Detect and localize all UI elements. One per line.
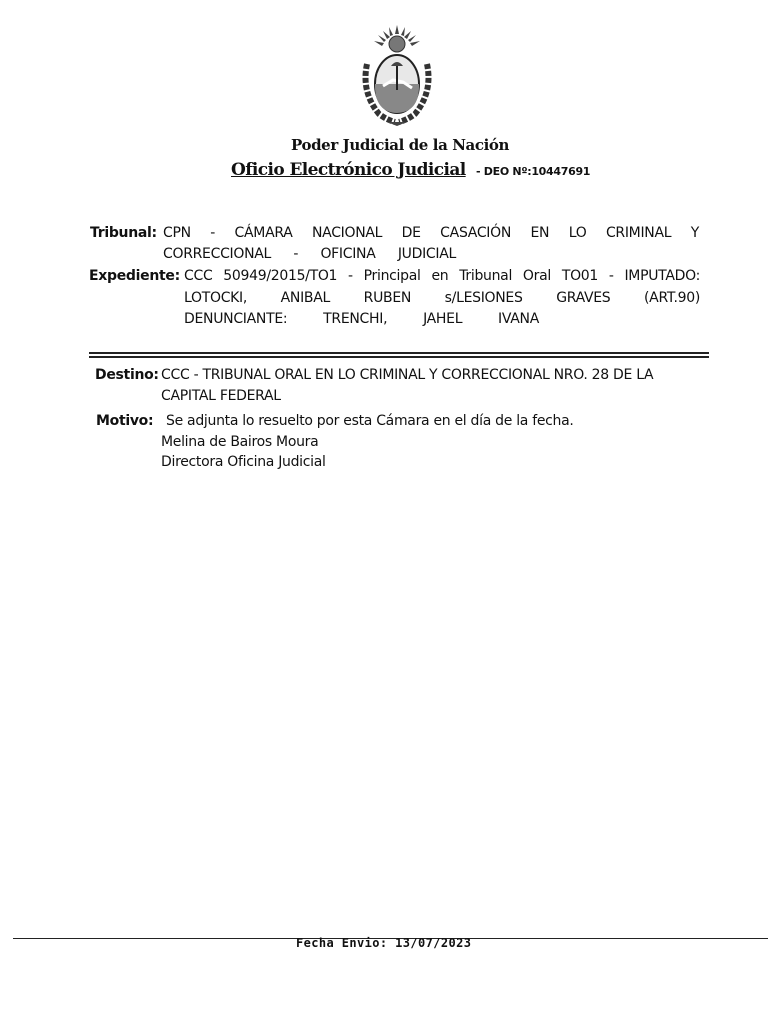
destino-line-1: CCC - TRIBUNAL ORAL EN LO CRIMINAL Y CORRECCIONAL NRO. 28 DE LA — [161, 367, 654, 383]
destino-line-2: CAPITAL FEDERAL — [161, 388, 281, 404]
expediente-line-3: DENUNCIANTE: TRENCHI, JAHEL IVANA — [184, 311, 539, 327]
signer-title: Directora Oficina Judicial — [161, 454, 326, 470]
section-divider-top — [89, 352, 709, 354]
tribunal-line-1: CPN - CÁMARA NACIONAL DE CASACIÓN EN LO CRIMINAL Y — [163, 225, 699, 241]
signer-name: Melina de Bairos Moura — [161, 434, 319, 450]
section-divider-bottom — [89, 356, 709, 358]
deo-number: - DEO Nº:10447691 — [476, 165, 591, 178]
expediente-label: Expediente: — [89, 268, 180, 284]
expediente-line-1: CCC 50949/2015/TO1 - Principal en Tribunal Oral TO01 - IMPUTADO: — [184, 268, 700, 284]
motivo-text: Se adjunta lo resuelto por esta Cámara en el día de la fecha. — [166, 413, 574, 429]
destino-label: Destino: — [95, 367, 159, 383]
organization-name: Poder Judicial de la Nación — [291, 136, 509, 154]
motivo-label: Motivo: — [96, 413, 154, 429]
expediente-line-2: LOTOCKI, ANIBAL RUBEN s/LESIONES GRAVES (ART.90) — [184, 290, 700, 306]
tribunal-line-2: CORRECCIONAL - OFICINA JUDICIAL — [163, 246, 456, 262]
document-title: Oficio Electrónico Judicial — [231, 160, 466, 180]
argentina-coat-of-arms-icon — [357, 22, 437, 128]
tribunal-label: Tribunal: — [90, 225, 157, 241]
send-date: Fecha Envio: 13/07/2023 — [296, 936, 472, 950]
